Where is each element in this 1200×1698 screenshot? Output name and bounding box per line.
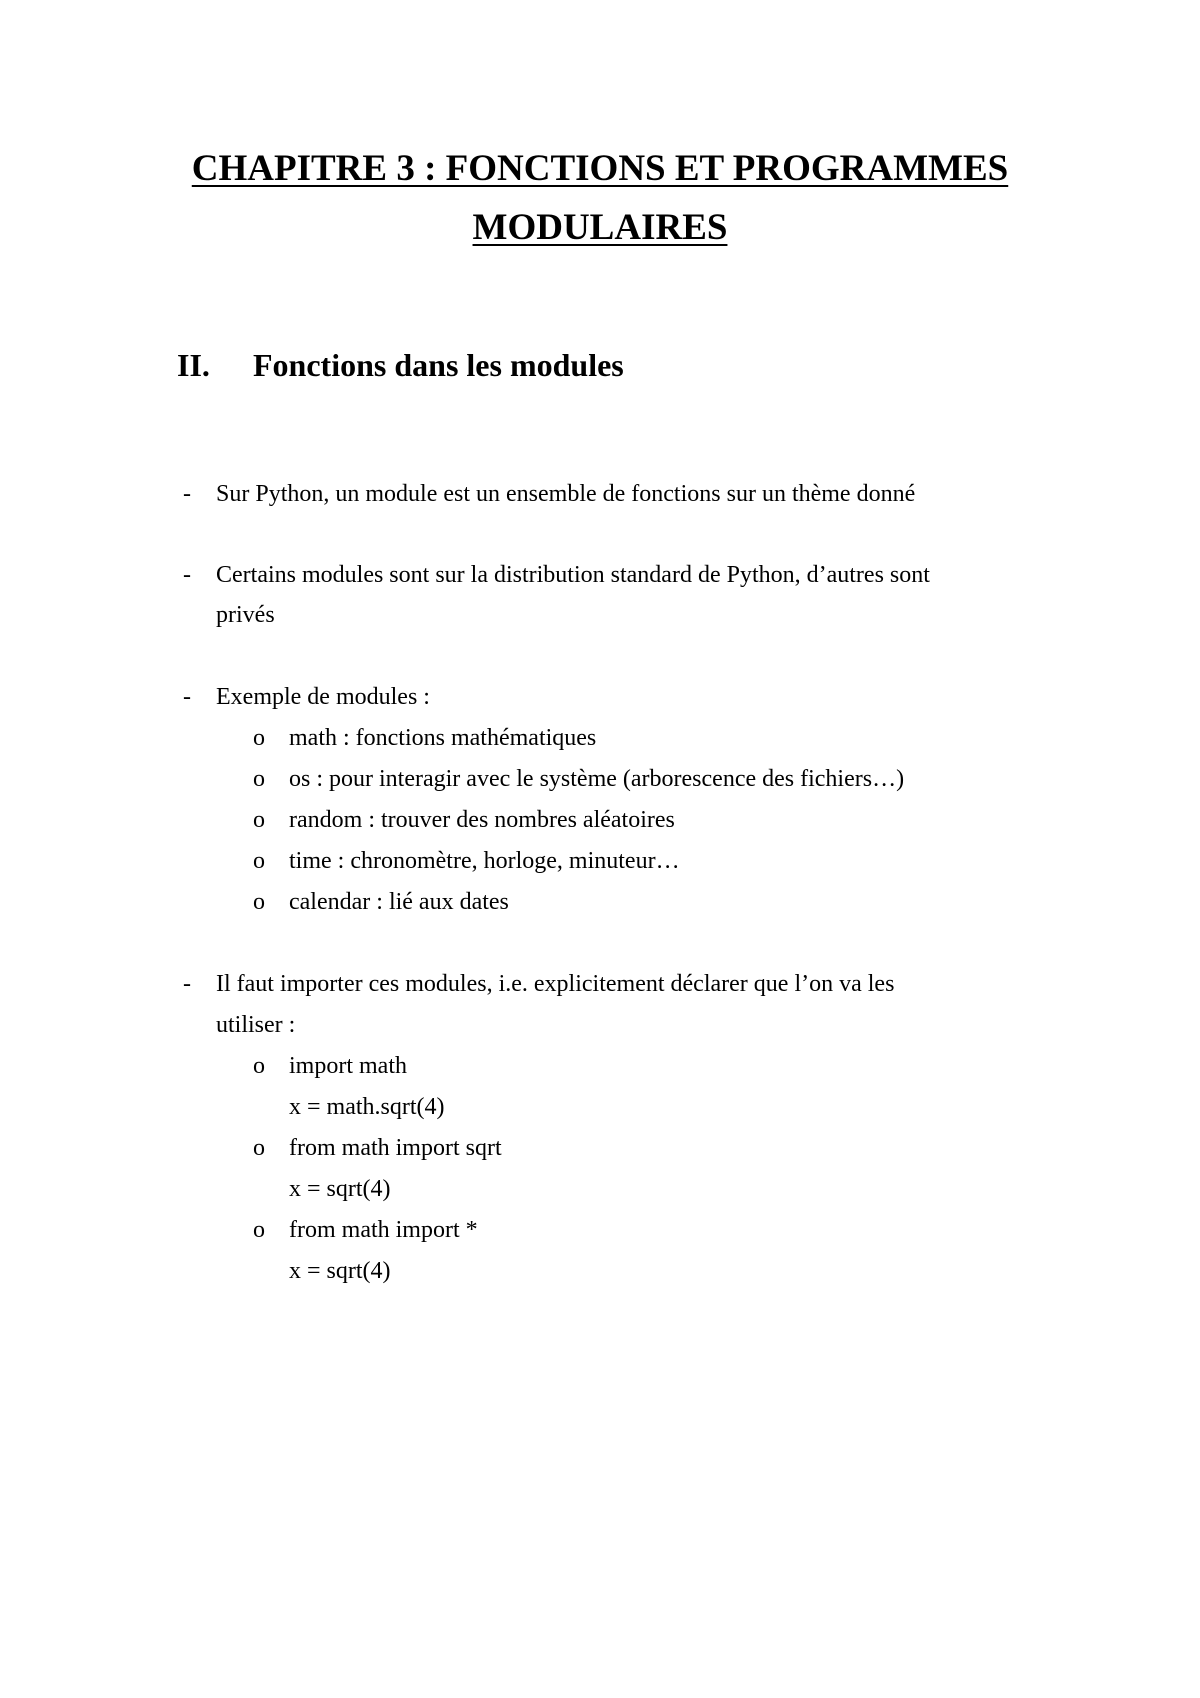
sub-bullet-marker: o — [253, 889, 265, 915]
bullet-text: Il faut importer ces modules, i.e. explicitement déclarer que l’on va les — [216, 971, 895, 997]
bullet-text: utiliser : — [216, 1012, 296, 1038]
sub-bullet-marker: o — [253, 766, 265, 792]
code-line: from math import sqrt — [289, 1135, 502, 1161]
bullet-text: privés — [216, 602, 275, 628]
chapter-title-line-1: CHAPITRE 3 : FONCTIONS ET PROGRAMMES — [191, 148, 1009, 189]
sub-bullet-marker: o — [253, 1217, 265, 1243]
section-heading — [177, 349, 624, 381]
sub-bullet-marker: o — [253, 848, 265, 874]
bullet-marker: - — [183, 481, 191, 507]
sub-bullet-marker: o — [253, 725, 265, 751]
code-line: x = sqrt(4) — [289, 1258, 391, 1284]
bullet-text: Sur Python, un module est un ensemble de fonctions sur un thème donné — [216, 481, 916, 507]
module-text: time : chronomètre, horloge, minuteur… — [289, 848, 680, 874]
bullet-text: Exemple de modules : — [216, 684, 430, 710]
code-line: from math import * — [289, 1217, 478, 1243]
module-text: math : fonctions mathématiques — [289, 725, 597, 751]
section-number: II. — [177, 347, 210, 383]
sub-bullet-marker: o — [253, 1135, 265, 1161]
code-line: import math — [289, 1053, 407, 1079]
module-text: random : trouver des nombres aléatoires — [289, 807, 675, 833]
code-line: x = sqrt(4) — [289, 1176, 391, 1202]
section-title: Fonctions dans les modules — [253, 347, 624, 383]
sub-bullet-marker: o — [253, 1053, 265, 1079]
module-text: calendar : lié aux dates — [289, 889, 509, 915]
bullet-marker: - — [183, 684, 191, 710]
bullet-text: Certains modules sont sur la distribution standard de Python, d’autres sont — [216, 562, 930, 588]
sub-bullet-marker: o — [253, 807, 265, 833]
module-text: os : pour interagir avec le système (arborescence des fichiers…) — [289, 766, 905, 792]
bullet-marker: - — [183, 971, 191, 997]
chapter-title-line-2: MODULAIRES — [472, 207, 728, 248]
bullet-marker: - — [183, 562, 191, 588]
code-line: x = math.sqrt(4) — [289, 1094, 445, 1120]
